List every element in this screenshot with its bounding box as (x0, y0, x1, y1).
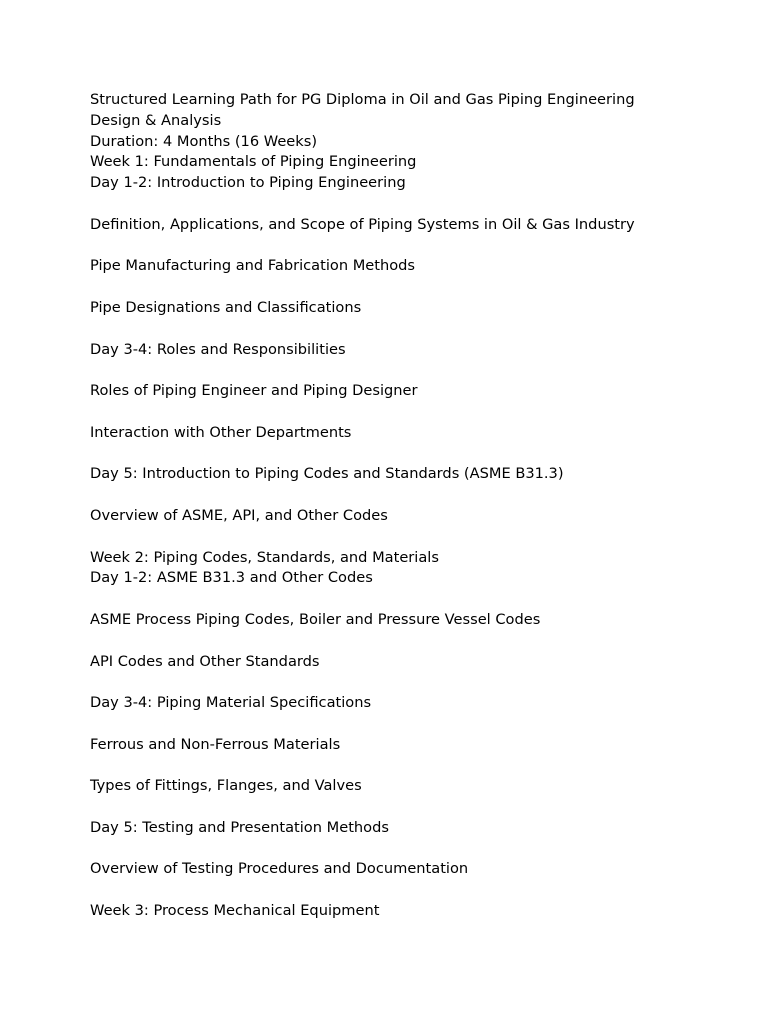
section-heading: Day 3-4: Piping Material Specifications (90, 694, 372, 712)
list-item: Definition, Applications, and Scope of Piping Systems in Oil & Gas Industry (90, 215, 635, 233)
list-item: Roles of Piping Engineer and Piping Designer (90, 382, 418, 400)
document-title-line-1: Structured Learning Path for PG Diploma in Oil and Gas Piping Engineering (90, 91, 635, 108)
section-heading: Day 1-2: ASME B31.3 and Other Codes (90, 569, 373, 587)
list-item: Overview of Testing Procedures and Documentation (90, 860, 469, 878)
section-heading: Week 2: Piping Codes, Standards, and Materials (90, 548, 439, 566)
list-item: Ferrous and Non-Ferrous Materials (90, 735, 341, 753)
section-heading: Day 3-4: Roles and Responsibilities (90, 340, 346, 358)
list-item: Pipe Manufacturing and Fabrication Methods (90, 257, 416, 275)
list-item: ASME Process Piping Codes, Boiler and Pressure Vessel Codes (90, 610, 541, 628)
section-heading: Day 5: Testing and Presentation Methods (90, 818, 389, 836)
list-item: API Codes and Other Standards (90, 652, 320, 670)
list-item: Pipe Designations and Classifications (90, 298, 362, 316)
document-duration: Duration: 4 Months (16 Weeks) (90, 132, 318, 150)
document-body (90, 152, 710, 921)
section-heading: Day 5: Introduction to Piping Codes and Standards (ASME B31.3) (90, 465, 564, 483)
list-item: Overview of ASME, API, and Other Codes (90, 506, 388, 524)
document-page (90, 90, 710, 922)
section-heading: Week 1: Fundamentals of Piping Engineering (90, 153, 417, 171)
section-heading: Day 1-2: Introduction to Piping Engineering (90, 174, 406, 192)
list-item: Types of Fittings, Flanges, and Valves (90, 777, 362, 795)
list-item: Interaction with Other Departments (90, 423, 352, 441)
section-heading: Week 3: Process Mechanical Equipment (90, 902, 380, 920)
document-title-line-2: Design & Analysis (90, 111, 222, 129)
